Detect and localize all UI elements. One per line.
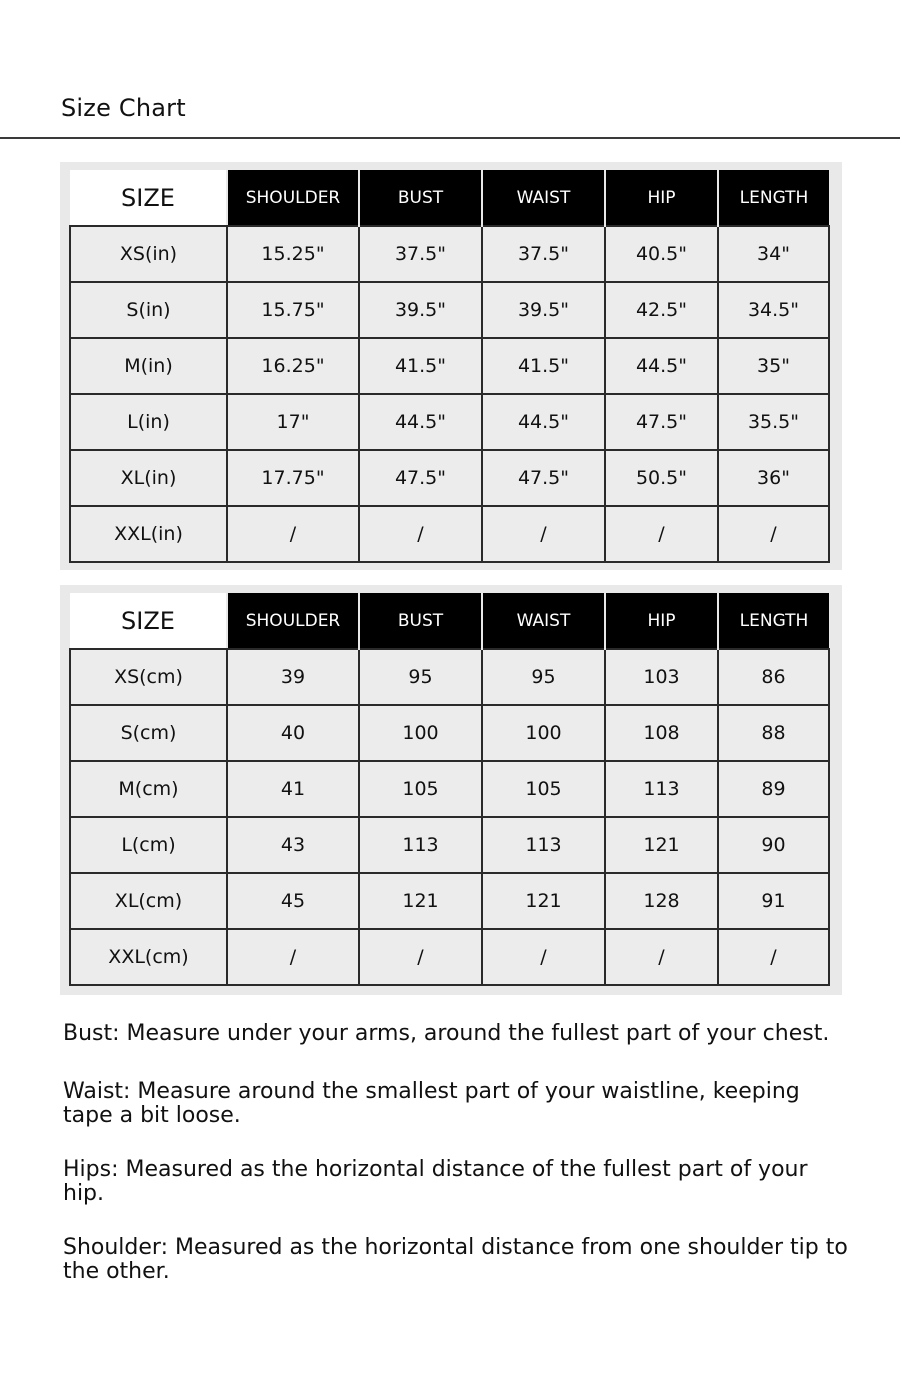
table-row xyxy=(70,705,829,761)
size-table-cm-panel xyxy=(60,585,842,995)
hips-measurement-note: Hips: Measured as the horizontal distance of the fullest part of your hip. xyxy=(63,1157,808,1206)
length-value: 90 xyxy=(718,817,829,873)
length-value: 88 xyxy=(718,705,829,761)
size-table-cm xyxy=(69,593,830,986)
size-table-inches-panel xyxy=(60,162,842,570)
waist-value: 113 xyxy=(482,817,605,873)
hip-value: / xyxy=(605,929,718,985)
size-label: M(in) xyxy=(70,338,227,394)
bust-value: 37.5" xyxy=(359,226,482,282)
shoulder-measurement-note: Shoulder: Measured as the horizontal distance from one shoulder tip to the other. xyxy=(63,1235,848,1284)
waist-value: 44.5" xyxy=(482,394,605,450)
shoulder-value: 15.75" xyxy=(227,282,359,338)
size-label: XS(in) xyxy=(70,226,227,282)
table-row xyxy=(70,649,829,705)
length-value: 89 xyxy=(718,761,829,817)
bust-value: / xyxy=(359,506,482,562)
length-column-header: LENGTH xyxy=(718,170,829,226)
size-label: L(in) xyxy=(70,394,227,450)
size-label: L(cm) xyxy=(70,817,227,873)
length-value: 35" xyxy=(718,338,829,394)
hip-value: 108 xyxy=(605,705,718,761)
waist-value: 121 xyxy=(482,873,605,929)
size-label: XL(cm) xyxy=(70,873,227,929)
length-value: 34" xyxy=(718,226,829,282)
shoulder-column-header: SHOULDER xyxy=(227,593,359,649)
waist-value: 39.5" xyxy=(482,282,605,338)
hip-value: 121 xyxy=(605,817,718,873)
table-row xyxy=(70,338,829,394)
bust-column-header: BUST xyxy=(359,170,482,226)
hip-value: / xyxy=(605,506,718,562)
hip-value: 128 xyxy=(605,873,718,929)
length-value: 91 xyxy=(718,873,829,929)
waist-value: / xyxy=(482,929,605,985)
length-value: 35.5" xyxy=(718,394,829,450)
size-label: S(cm) xyxy=(70,705,227,761)
table-row xyxy=(70,929,829,985)
title-divider xyxy=(0,137,900,139)
length-value: 36" xyxy=(718,450,829,506)
hip-value: 40.5" xyxy=(605,226,718,282)
waist-value: 100 xyxy=(482,705,605,761)
shoulder-value: 17.75" xyxy=(227,450,359,506)
table-header-row xyxy=(70,170,829,226)
length-value: 86 xyxy=(718,649,829,705)
table-row xyxy=(70,450,829,506)
bust-column-header: BUST xyxy=(359,593,482,649)
hip-value: 42.5" xyxy=(605,282,718,338)
shoulder-value: 39 xyxy=(227,649,359,705)
bust-value: 121 xyxy=(359,873,482,929)
bust-value: 44.5" xyxy=(359,394,482,450)
size-column-header: SIZE xyxy=(70,170,227,226)
hip-value: 103 xyxy=(605,649,718,705)
bust-value: / xyxy=(359,929,482,985)
waist-value: 41.5" xyxy=(482,338,605,394)
size-column-header: SIZE xyxy=(70,593,227,649)
shoulder-value: / xyxy=(227,506,359,562)
shoulder-value: / xyxy=(227,929,359,985)
waist-value: 37.5" xyxy=(482,226,605,282)
table-row xyxy=(70,761,829,817)
shoulder-value: 40 xyxy=(227,705,359,761)
shoulder-column-header: SHOULDER xyxy=(227,170,359,226)
hip-value: 50.5" xyxy=(605,450,718,506)
bust-value: 47.5" xyxy=(359,450,482,506)
length-column-header: LENGTH xyxy=(718,593,829,649)
bust-value: 105 xyxy=(359,761,482,817)
bust-measurement-note: Bust: Measure under your arms, around the fullest part of your chest. xyxy=(63,1021,830,1046)
bust-value: 113 xyxy=(359,817,482,873)
size-table-inches xyxy=(69,170,830,563)
table-row xyxy=(70,873,829,929)
size-label: XXL(cm) xyxy=(70,929,227,985)
waist-value: 47.5" xyxy=(482,450,605,506)
bust-value: 39.5" xyxy=(359,282,482,338)
table-row xyxy=(70,506,829,562)
hip-column-header: HIP xyxy=(605,170,718,226)
shoulder-value: 16.25" xyxy=(227,338,359,394)
page-title: Size Chart xyxy=(61,94,186,122)
size-label: XXL(in) xyxy=(70,506,227,562)
waist-value: 105 xyxy=(482,761,605,817)
table-row xyxy=(70,282,829,338)
waist-value: 95 xyxy=(482,649,605,705)
waist-column-header: WAIST xyxy=(482,593,605,649)
size-label: XS(cm) xyxy=(70,649,227,705)
shoulder-value: 15.25" xyxy=(227,226,359,282)
length-value: / xyxy=(718,506,829,562)
bust-value: 100 xyxy=(359,705,482,761)
shoulder-value: 43 xyxy=(227,817,359,873)
shoulder-value: 45 xyxy=(227,873,359,929)
table-row xyxy=(70,817,829,873)
hip-column-header: HIP xyxy=(605,593,718,649)
size-label: XL(in) xyxy=(70,450,227,506)
shoulder-value: 17" xyxy=(227,394,359,450)
size-label: M(cm) xyxy=(70,761,227,817)
shoulder-value: 41 xyxy=(227,761,359,817)
hip-value: 44.5" xyxy=(605,338,718,394)
table-row xyxy=(70,394,829,450)
hip-value: 113 xyxy=(605,761,718,817)
hip-value: 47.5" xyxy=(605,394,718,450)
length-value: 34.5" xyxy=(718,282,829,338)
bust-value: 95 xyxy=(359,649,482,705)
table-header-row xyxy=(70,593,829,649)
length-value: / xyxy=(718,929,829,985)
bust-value: 41.5" xyxy=(359,338,482,394)
waist-measurement-note: Waist: Measure around the smallest part of your waistline, keeping tape a bit loose. xyxy=(63,1079,800,1128)
waist-column-header: WAIST xyxy=(482,170,605,226)
size-label: S(in) xyxy=(70,282,227,338)
table-row xyxy=(70,226,829,282)
waist-value: / xyxy=(482,506,605,562)
